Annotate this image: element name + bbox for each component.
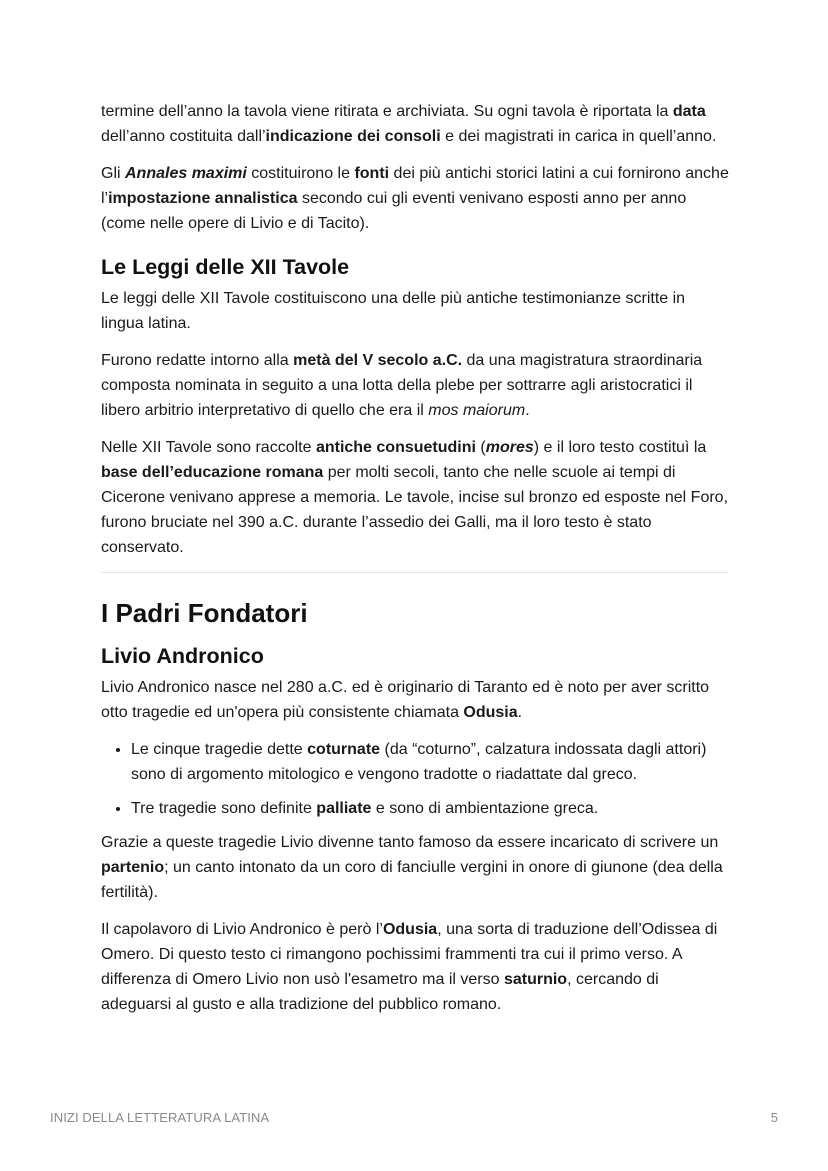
leggi-paragraph-2: Furono redatte intorno alla metà del V secolo a.C. da una magistratura straordinaria composta nominata in seguito a una lotta della plebe per sottrarre agli aristocratici il libero arbitrio interpretativo di quello che era il mos maiorum. bbox=[101, 352, 703, 419]
livio-paragraph-3: Il capolavoro di Livio Andronico è però l’Odusia, una sorta di traduzione dell’Odissea di Omero. Di questo testo ci rimangono pochissimi frammenti tra cui il primo verso. A differenza di Omero Livio non usò l'esametro ma il verso saturnio, cercando di adeguarsi al gusto e alla tradizione del pubblico romano. bbox=[101, 921, 718, 1013]
section-heading-padri: I Padri Fondatori bbox=[101, 598, 308, 628]
page-number: 5 bbox=[770, 1110, 778, 1125]
livio-paragraph-1: Livio Andronico nasce nel 280 a.C. ed è originario di Taranto ed è noto per aver scritto otto tragedie ed un'opera più consistente chiamata Odusia. bbox=[101, 679, 710, 721]
list-item: • Tre tragedie sono definite palliate e sono di ambientazione greca. bbox=[131, 796, 729, 821]
leggi-paragraph-1: Le leggi delle XII Tavole costituiscono una delle più antiche testimonianze scritte in lingua latina. bbox=[101, 290, 686, 332]
footer-title: INIZI DELLA LETTERATURA LATINA bbox=[50, 1110, 270, 1125]
subsection-heading-livio: Livio Andronico bbox=[101, 644, 264, 668]
section-heading-leggi: Le Leggi delle XII Tavole bbox=[101, 255, 350, 279]
intro-paragraph-1: termine dell’anno la tavola viene ritirata e archiviata. Su ogni tavola è riportata la data dell’anno costituita dall’indicazione dei consoli e dei magistrati in carica in quell’anno. bbox=[101, 103, 717, 145]
tragedie-list bbox=[101, 737, 729, 821]
leggi-paragraph-3: Nelle XII Tavole sono raccolte antiche consuetudini (mores) e il loro testo costituì la base dell’educazione romana per molti secoli, tanto che nelle scuole ai tempi di Cicerone venivano apprese a memoria. Le tavole, incise sul bronzo ed esposte nel Foro, furono bruciate nel 390 a.C. durante l’assedio dei Galli, ma il loro testo è stato conservato. bbox=[101, 439, 729, 556]
list-item: • Le cinque tragedie dette coturnate (da “coturno”, calzatura indossata dagli attori) sono di argomento mitologico e vengono tradotte o riadattate dal greco. bbox=[131, 737, 729, 787]
page-content bbox=[101, 99, 729, 1029]
section-divider bbox=[101, 572, 729, 573]
livio-paragraph-2: Grazie a queste tragedie Livio divenne tanto famoso da essere incaricato di scrivere un partenio; un canto intonato da un coro di fanciulle vergini in onore di giunone (dea della fertilità). bbox=[101, 834, 723, 901]
intro-paragraph-2: Gli Annales maximi costituirono le fonti dei più antichi storici latini a cui fornirono anche l’impostazione annalistica secondo cui gli eventi venivano esposti anno per anno (come nelle opere di Livio e di Tacito). bbox=[101, 165, 729, 232]
